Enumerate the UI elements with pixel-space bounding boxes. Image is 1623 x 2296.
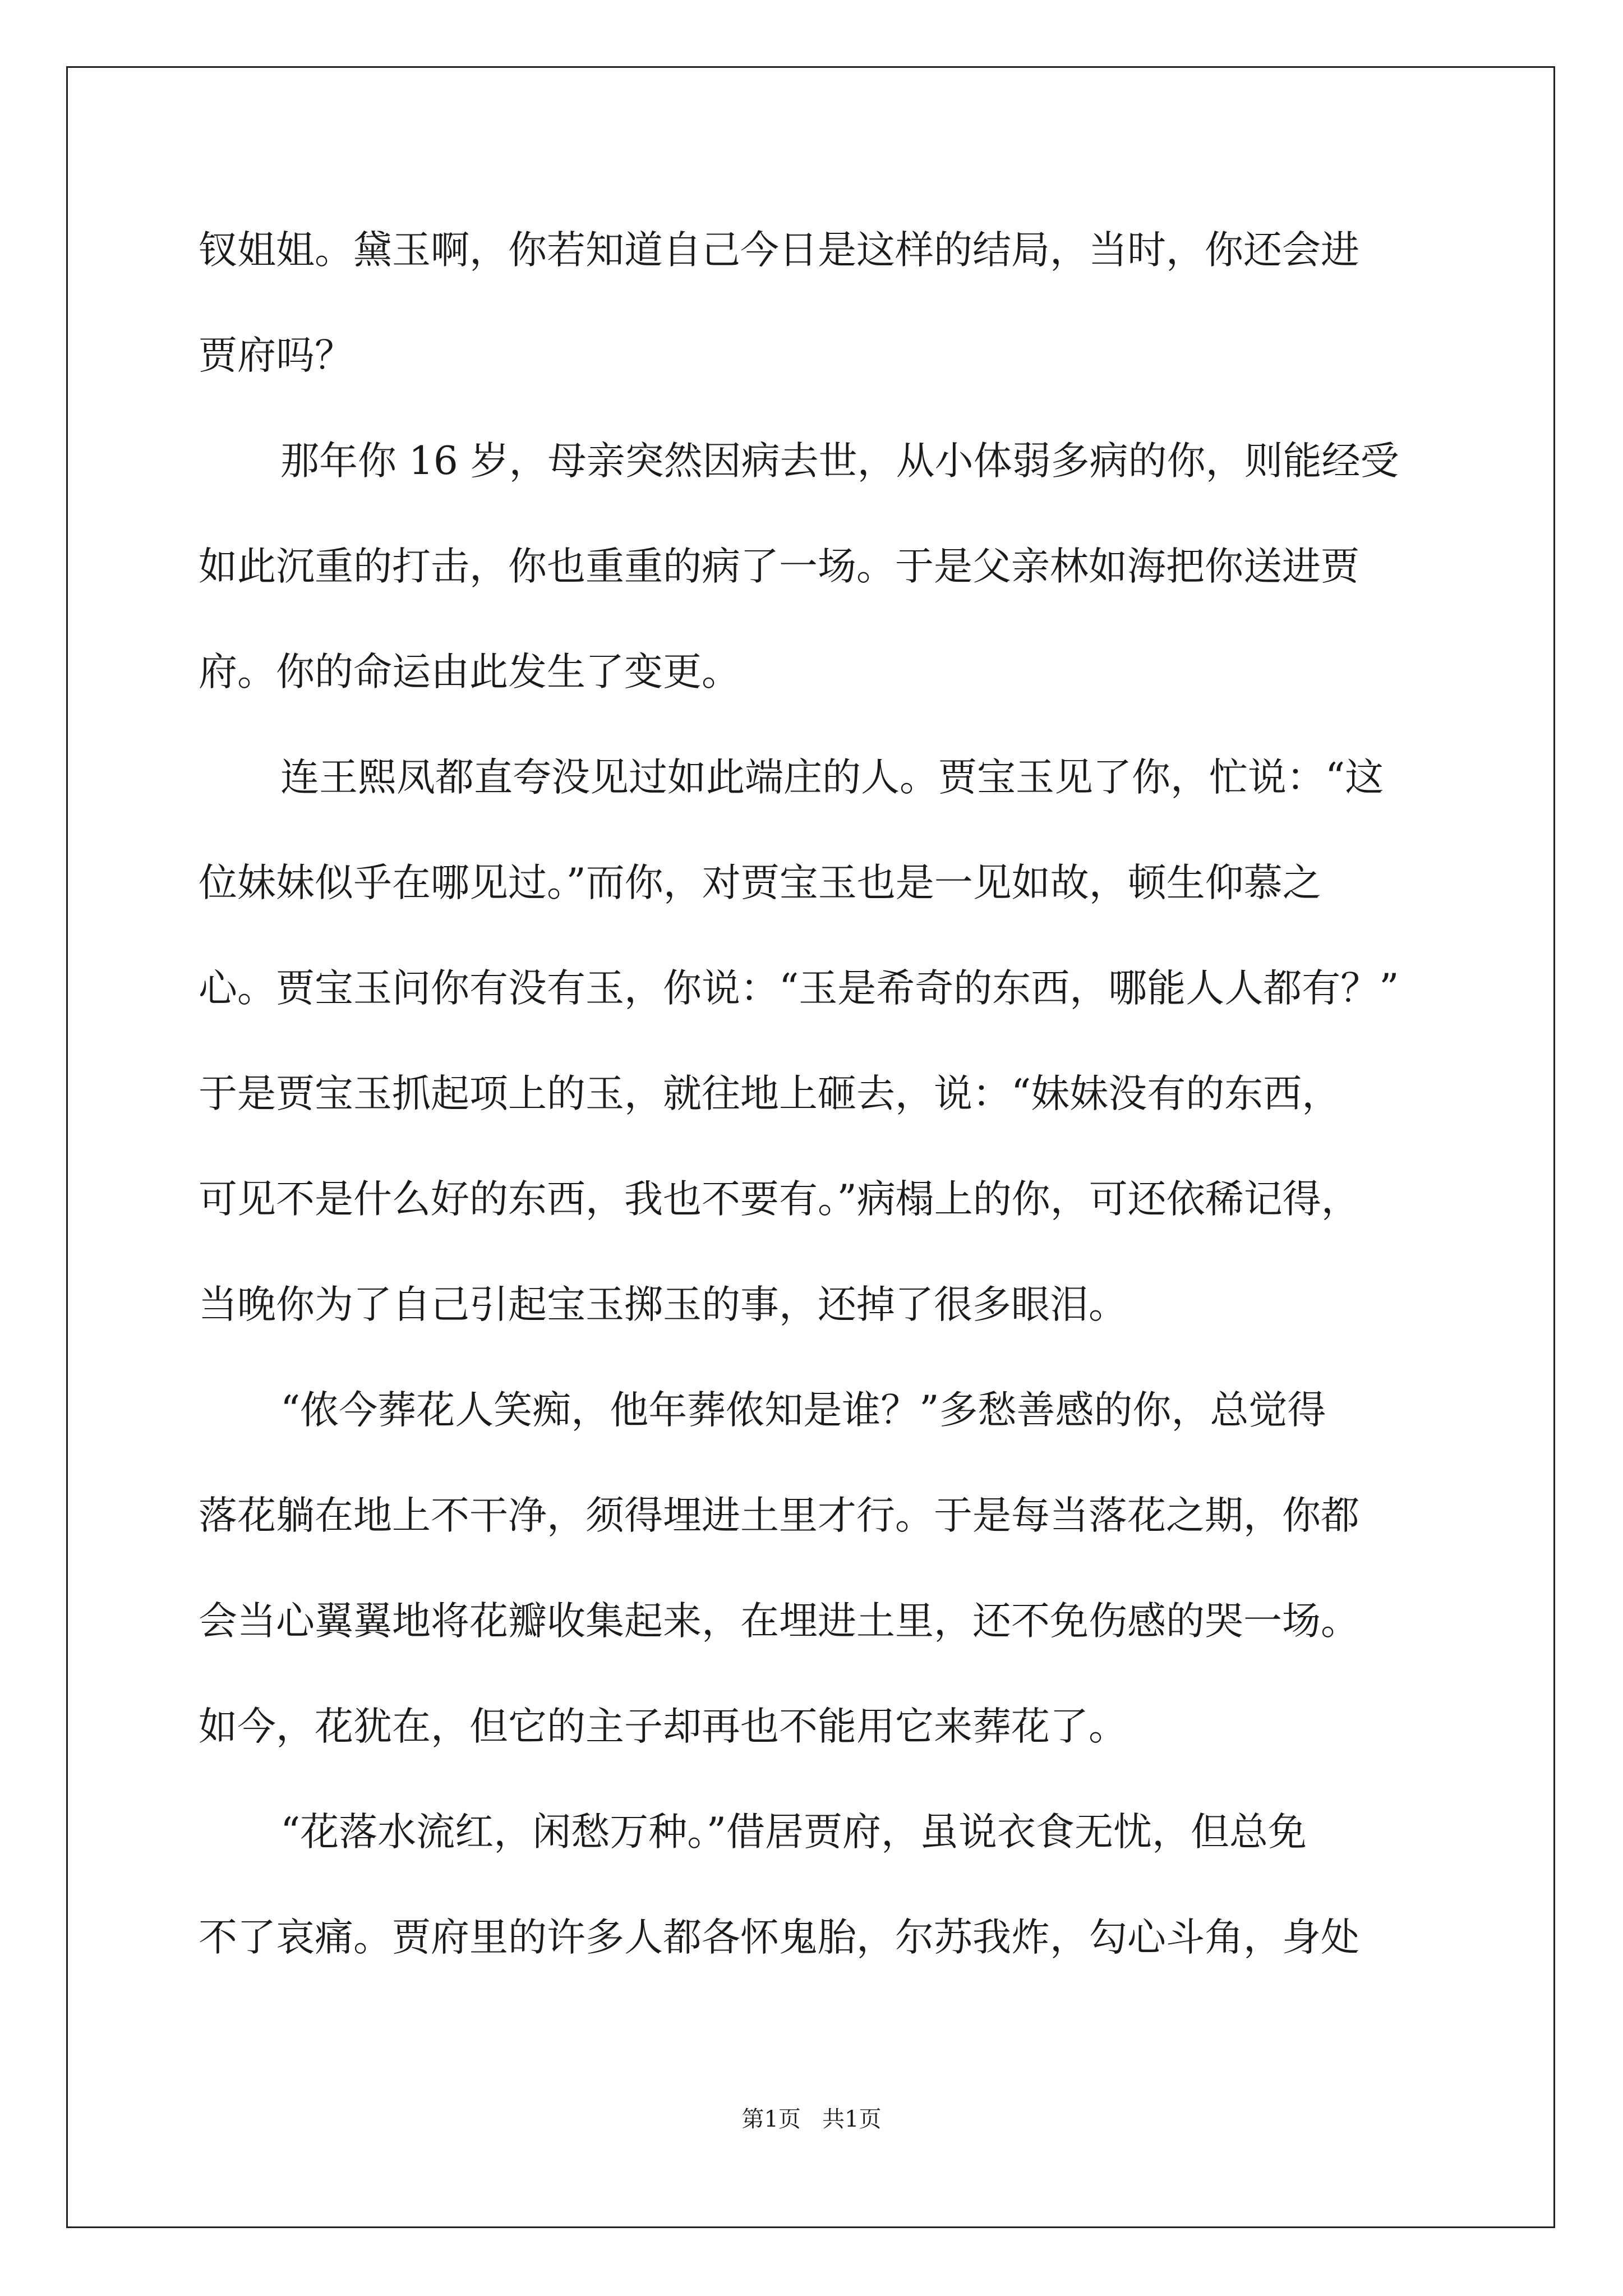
- text-line: 当晚你为了自己引起宝玉掷玉的事，还掉了很多眼泪。: [199, 1282, 1127, 1327]
- text-line: “侬今葬花人笑痴，他年葬侬知是谁？”多愁善感的你，总觉得: [280, 1388, 1326, 1433]
- text-line: 连王熙凤都直夸没见过如此端庄的人。贾宝玉见了你，忙说：“这: [280, 755, 1384, 800]
- text-line: 可见不是什么好的东西，我也不要有。”病榻上的你，可还依稀记得，: [199, 1177, 1360, 1222]
- text-line: 那年你 16 岁，母亲突然因病去世，从小体弱多病的你，则能经受: [280, 439, 1399, 484]
- text-line: 位妹妹似乎在哪见过。”而你，对贾宝玉也是一见如故，顿生仰慕之: [199, 861, 1321, 905]
- text-line: “花落水流红，闲愁万种。”借居贾府，虽说衣食无忧，但总免: [280, 1810, 1307, 1855]
- text-line: 落花躺在地上不干净，须得埋进土里才行。于是每当落花之期，你都: [199, 1493, 1359, 1538]
- text-line: 于是贾宝玉抓起项上的玉，就往地上砸去，说：“妹妹没有的东西，: [199, 1071, 1341, 1116]
- text-line: 如此沉重的打击，你也重重的病了一场。于是父亲林如海把你送进贾: [199, 544, 1359, 589]
- text-line: 钗姐姐。黛玉啊，你若知道自己今日是这样的结局，当时，你还会进: [199, 228, 1359, 273]
- text-line: 如今，花犹在，但它的主子却再也不能用它来葬花了。: [199, 1704, 1127, 1749]
- text-line: 府。你的命运由此发生了变更。: [199, 650, 740, 694]
- text-line: 不了哀痛。贾府里的许多人都各怀鬼胎，尔苏我炸，勾心斗角，身处: [199, 1915, 1359, 1960]
- page-number-footer: 第1页 共1页: [741, 2106, 882, 2132]
- text-line: 心。贾宝玉问你有没有玉，你说：“玉是希奇的东西，哪能人人都有？”: [199, 966, 1399, 1011]
- text-line: 贾府吗？: [199, 333, 353, 378]
- text-line: 会当心翼翼地将花瓣收集起来，在埋进土里，还不免伤感的哭一场。: [199, 1599, 1359, 1644]
